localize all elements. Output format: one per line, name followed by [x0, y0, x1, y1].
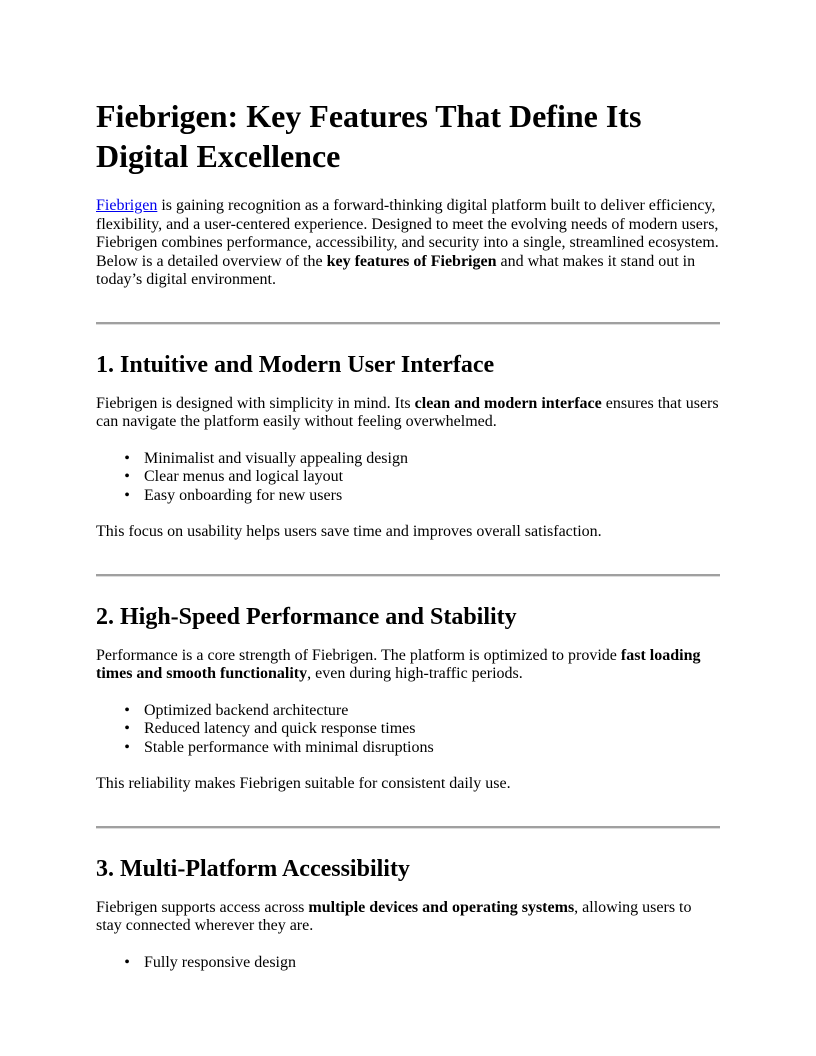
section-3-heading: 3. Multi-Platform Accessibility: [96, 855, 410, 882]
list-item-text: Minimalist and visually appealing design: [144, 449, 408, 467]
section-2-paragraph: [96, 647, 720, 684]
list-item-text: Stable performance with minimal disruptions: [144, 738, 434, 756]
bullet-icon: •: [124, 720, 130, 737]
list-item: [96, 450, 720, 469]
list-item: [96, 468, 720, 487]
list-item: [96, 739, 720, 758]
section-1-closing: This focus on usability helps users save time and improves overall satisfaction.: [96, 523, 602, 540]
section-divider-1: [96, 322, 720, 325]
section-1-para-pre: Fiebrigen is designed with simplicity in mind. Its: [96, 394, 415, 412]
section-1-para-post: ensures that users can navigate the platform easily without feeling overwhelmed.: [96, 394, 719, 430]
section-1-bullet-list: [96, 450, 720, 506]
bullet-icon: •: [124, 468, 130, 485]
list-item-text: Reduced latency and quick response times: [144, 720, 416, 737]
section-1-heading: 1. Intuitive and Modern User Interface: [96, 351, 495, 378]
intro-bold-1: key features of Fiebrigen: [326, 252, 497, 270]
bullet-icon: •: [124, 486, 130, 504]
list-item-text: Clear menus and logical layout: [144, 468, 344, 485]
intro-text-1: is gaining recognition as a forward-thinking digital platform built to deliver efficiency, flexibility, and a user-centered experience. Designed to meet the evolving needs of modern users, Fiebrigen combines performance, accessibility, and security into a single, streamlined ecosystem. Below is a detailed overview of the: [96, 197, 719, 270]
section-3-paragraph: [96, 899, 720, 936]
section-3-para-pre: Fiebrigen supports access across: [96, 898, 309, 916]
list-item: [96, 954, 720, 973]
section-2-bullet-list: [96, 702, 720, 758]
list-item: [96, 487, 720, 506]
bullet-icon: •: [124, 738, 130, 756]
section-1-paragraph: [96, 395, 720, 432]
section-3-bullet-list: [96, 954, 720, 973]
section-2-para-bold: fast loading times and smooth functionality: [96, 646, 701, 682]
intro-text-2: and what makes it stand out in today’s digital environment.: [96, 252, 696, 288]
list-item: [96, 702, 720, 721]
section-2-para-pre: Performance is a core strength of Fiebrigen. The platform is optimized to provide: [96, 646, 621, 664]
section-2-para-post: , even during high-traffic periods.: [307, 665, 523, 682]
bullet-icon: •: [124, 701, 130, 719]
section-1-para-bold: clean and modern interface: [414, 394, 602, 412]
section-divider-3: [96, 826, 720, 829]
document-content: [96, 96, 720, 972]
page-title: Fiebrigen: Key Features That Define Its Digital Excellence: [96, 98, 642, 174]
fiebrigen-link[interactable]: Fiebrigen: [96, 197, 158, 214]
bullet-icon: •: [124, 953, 130, 971]
list-item-text: Easy onboarding for new users: [144, 486, 343, 504]
section-2-heading: 2. High-Speed Performance and Stability: [96, 603, 517, 630]
section-divider-2: [96, 574, 720, 577]
bullet-icon: •: [124, 449, 130, 467]
section-2-closing: This reliability makes Fiebrigen suitable for consistent daily use.: [96, 775, 511, 792]
list-item-text: Fully responsive design: [144, 953, 296, 971]
list-item-text: Optimized backend architecture: [144, 701, 349, 719]
section-3-para-bold: multiple devices and operating systems: [308, 898, 575, 916]
intro-paragraph: [96, 197, 720, 290]
list-item: [96, 720, 720, 739]
section-3-para-post: , allowing users to stay connected wherever they are.: [96, 898, 692, 934]
